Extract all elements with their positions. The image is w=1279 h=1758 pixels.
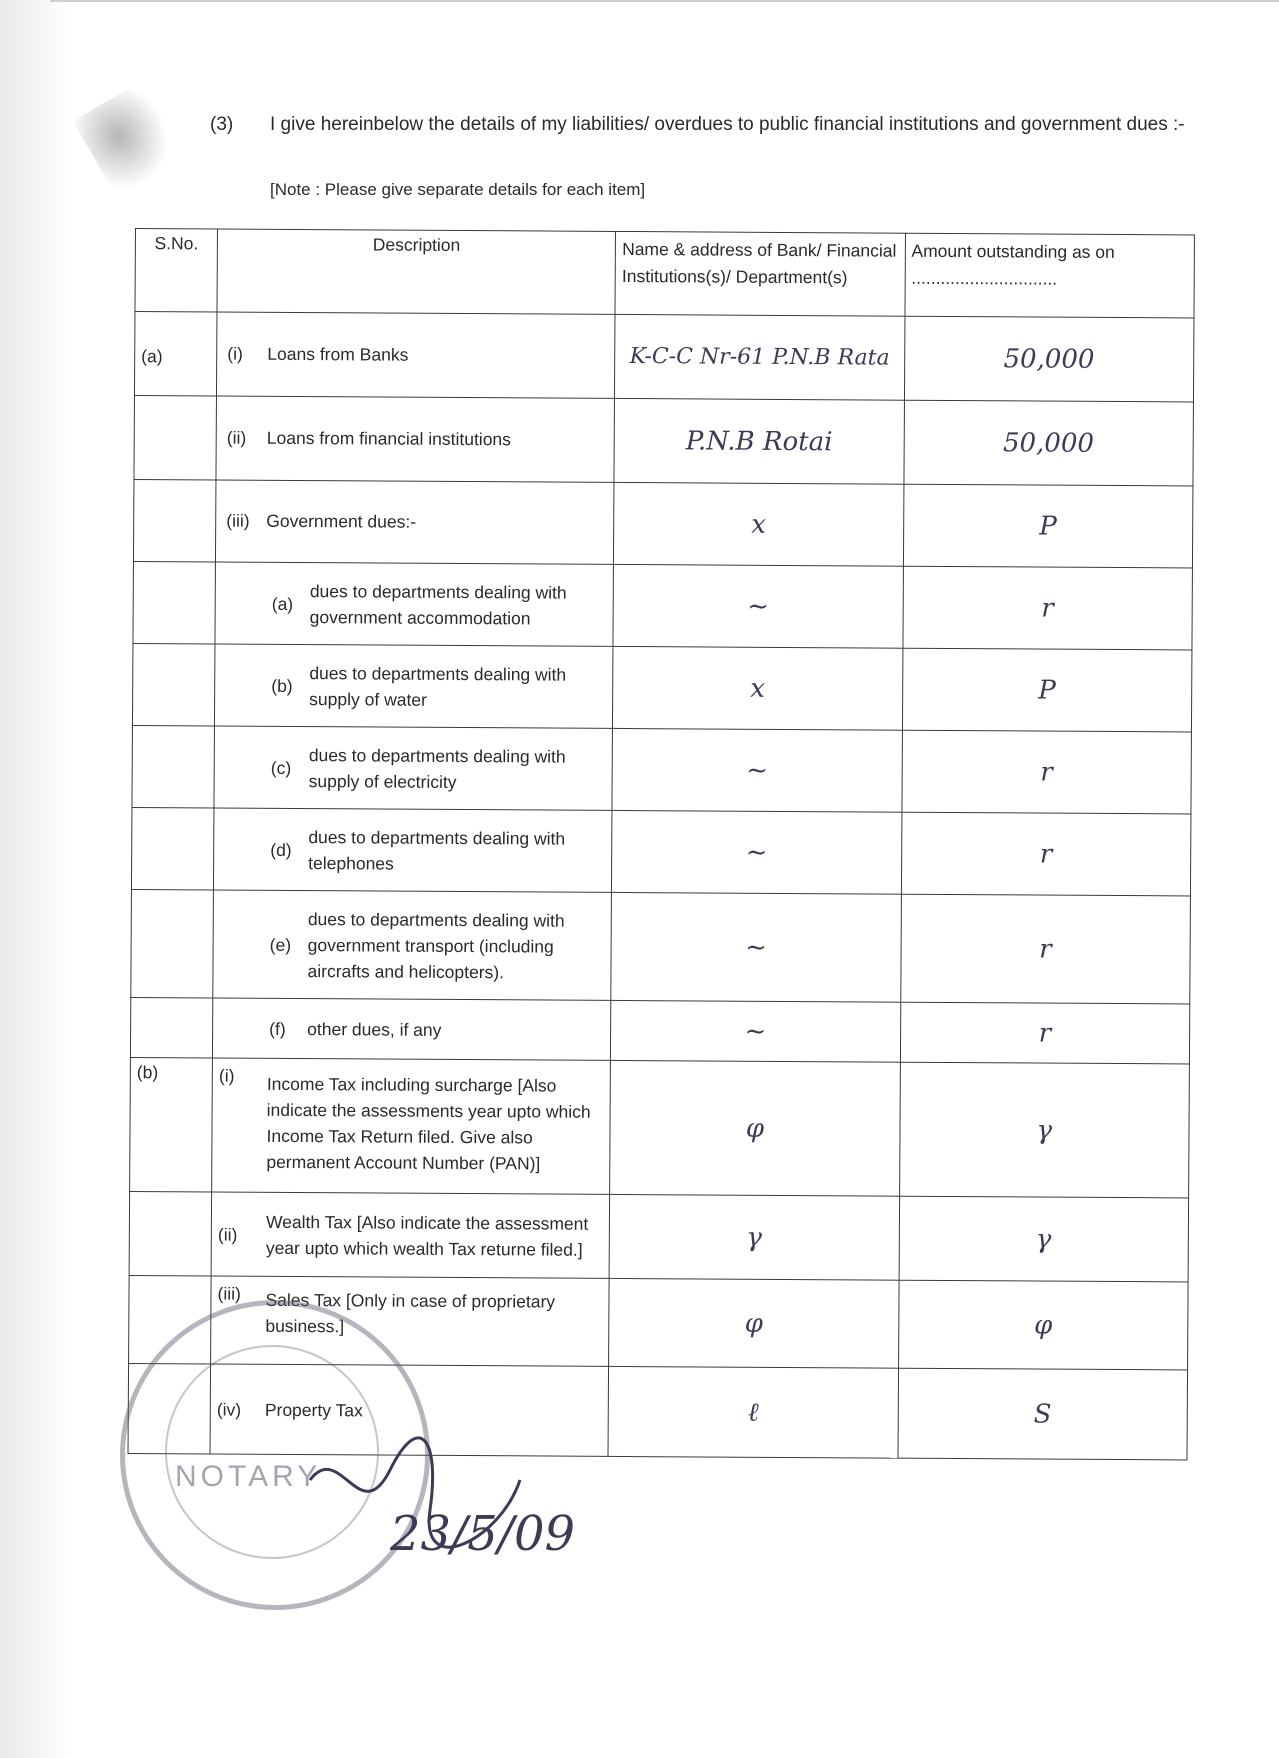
row-label: dues to departments dealing with supply of electricity (308, 744, 566, 792)
row-amount-handwritten: γ (899, 1062, 1189, 1198)
row-sno (132, 725, 215, 807)
row-sno (130, 997, 212, 1058)
row-bank-handwritten: γ (609, 1194, 899, 1280)
row-sno (132, 643, 215, 725)
table-row (130, 1057, 1190, 1197)
scan-page-edge (0, 0, 70, 1758)
table-row (134, 395, 1193, 485)
row-number: (iii) (217, 1283, 241, 1304)
row-description (214, 726, 613, 810)
row-label: Government dues:- (266, 510, 417, 532)
row-amount-handwritten: φ (898, 1280, 1188, 1370)
row-amount-handwritten: r (900, 1002, 1190, 1064)
signature-date: 23/5/09 (390, 1506, 576, 1562)
row-description (215, 562, 614, 646)
intro-note: [Note : Please give separate details for each item] (270, 180, 646, 199)
row-sno (131, 807, 214, 889)
row-number: (f) (269, 1018, 286, 1039)
header-description: Description (217, 229, 616, 314)
row-number: (b) (271, 675, 293, 696)
row-number: (i) (218, 1065, 235, 1086)
row-description (216, 480, 615, 564)
header-amount: Amount outstanding as on .............................. (905, 233, 1195, 318)
row-bank-handwritten: x (613, 646, 903, 730)
row-bank-handwritten: φ (610, 1060, 900, 1196)
row-amount-handwritten: P (902, 648, 1192, 732)
table-row (132, 725, 1191, 813)
row-label: other dues, if any (307, 1018, 442, 1040)
row-amount-handwritten: P (903, 484, 1193, 568)
row-label: dues to departments dealing with government accommodation (309, 580, 567, 628)
header-sno: S.No. (135, 229, 218, 312)
row-label: Loans from Banks (267, 343, 409, 365)
row-description (214, 808, 613, 892)
table-row (134, 312, 1193, 402)
intro-text: I give hereinbelow the details of my liabilities/ overdues to public financial institutions and government dues :- (270, 114, 1185, 135)
row-label: dues to departments dealing with telephones (308, 826, 566, 874)
row-number: (iv) (216, 1399, 242, 1420)
scan-top-rule (50, 0, 1279, 2)
row-bank-handwritten: P.N.B Rotai (614, 398, 904, 484)
table-row (133, 479, 1192, 567)
row-sno (133, 479, 216, 561)
row-description (217, 312, 616, 398)
row-sno (129, 1191, 212, 1275)
row-amount-handwritten: 50,000 (904, 316, 1194, 402)
row-bank-handwritten: φ (609, 1278, 899, 1368)
notary-stamp-text: NOTARY (175, 1460, 322, 1493)
row-bank-handwritten: ~ (611, 1000, 901, 1062)
table-row (130, 997, 1189, 1063)
row-bank-handwritten: x (614, 482, 904, 566)
table-row (132, 643, 1191, 731)
row-sno (131, 889, 214, 997)
row-number: (e) (269, 934, 292, 955)
row-amount-handwritten: r (903, 566, 1193, 650)
row-label: dues to departments dealing with government transport (including aircrafts and helicopters). (307, 908, 565, 982)
row-sno (133, 561, 216, 643)
table-header-row (135, 229, 1194, 318)
intro-number: (3) (210, 114, 234, 135)
row-sno: (a) (134, 312, 217, 396)
header-bank: Name & address of Bank/ Financial Institutions(s)/ Department(s) (615, 231, 905, 316)
row-label: Loans from financial institutions (266, 427, 512, 450)
row-description (215, 644, 614, 728)
table-row (133, 561, 1192, 649)
table-row (129, 1191, 1188, 1281)
row-label: Income Tax including surcharge [Also indicate the assessments year upto which Income Tax Return filed. Give also permanent Account Number (PAN)] (266, 1073, 591, 1174)
row-description (216, 396, 615, 482)
row-number: (i) (227, 343, 243, 364)
notary-signature (300, 1420, 580, 1570)
row-description (212, 1058, 611, 1194)
row-amount-handwritten: r (901, 812, 1191, 896)
row-bank-handwritten: ~ (613, 564, 903, 648)
row-label: dues to departments dealing with supply of water (309, 662, 567, 710)
row-description (213, 998, 611, 1060)
table-row (131, 889, 1191, 1003)
liabilities-table (128, 228, 1195, 1460)
row-number: (iii) (226, 510, 250, 531)
row-bank-handwritten: K-C-C Nr-61 P.N.B Rata (615, 314, 905, 400)
row-amount-handwritten: r (902, 730, 1192, 814)
row-bank-handwritten: ~ (611, 892, 901, 1002)
row-number: (ii) (217, 1224, 238, 1245)
row-amount-handwritten: S (898, 1368, 1188, 1460)
row-label: Property Tax (264, 1399, 363, 1420)
row-label: Sales Tax [Only in case of proprietary business.] (265, 1289, 556, 1337)
row-sno: (b) (130, 1057, 213, 1191)
row-number: (c) (270, 757, 292, 778)
row-label: Wealth Tax [Also indicate the assessment year upto which wealth Tax returne filed.] (265, 1211, 589, 1260)
row-bank-handwritten: ~ (612, 810, 902, 894)
row-number: (a) (271, 593, 294, 614)
row-amount-handwritten: γ (899, 1196, 1189, 1282)
row-amount-handwritten: r (900, 894, 1190, 1004)
row-bank-handwritten: ~ (612, 728, 902, 812)
row-number: (ii) (226, 427, 247, 448)
row-number: (d) (270, 839, 292, 860)
table-row (131, 807, 1190, 895)
row-description (211, 1192, 610, 1278)
row-bank-handwritten: ℓ (608, 1366, 898, 1458)
row-sno (134, 395, 217, 479)
scan-smudge (73, 81, 187, 199)
row-amount-handwritten: 50,000 (904, 400, 1194, 486)
row-description (213, 890, 612, 1000)
